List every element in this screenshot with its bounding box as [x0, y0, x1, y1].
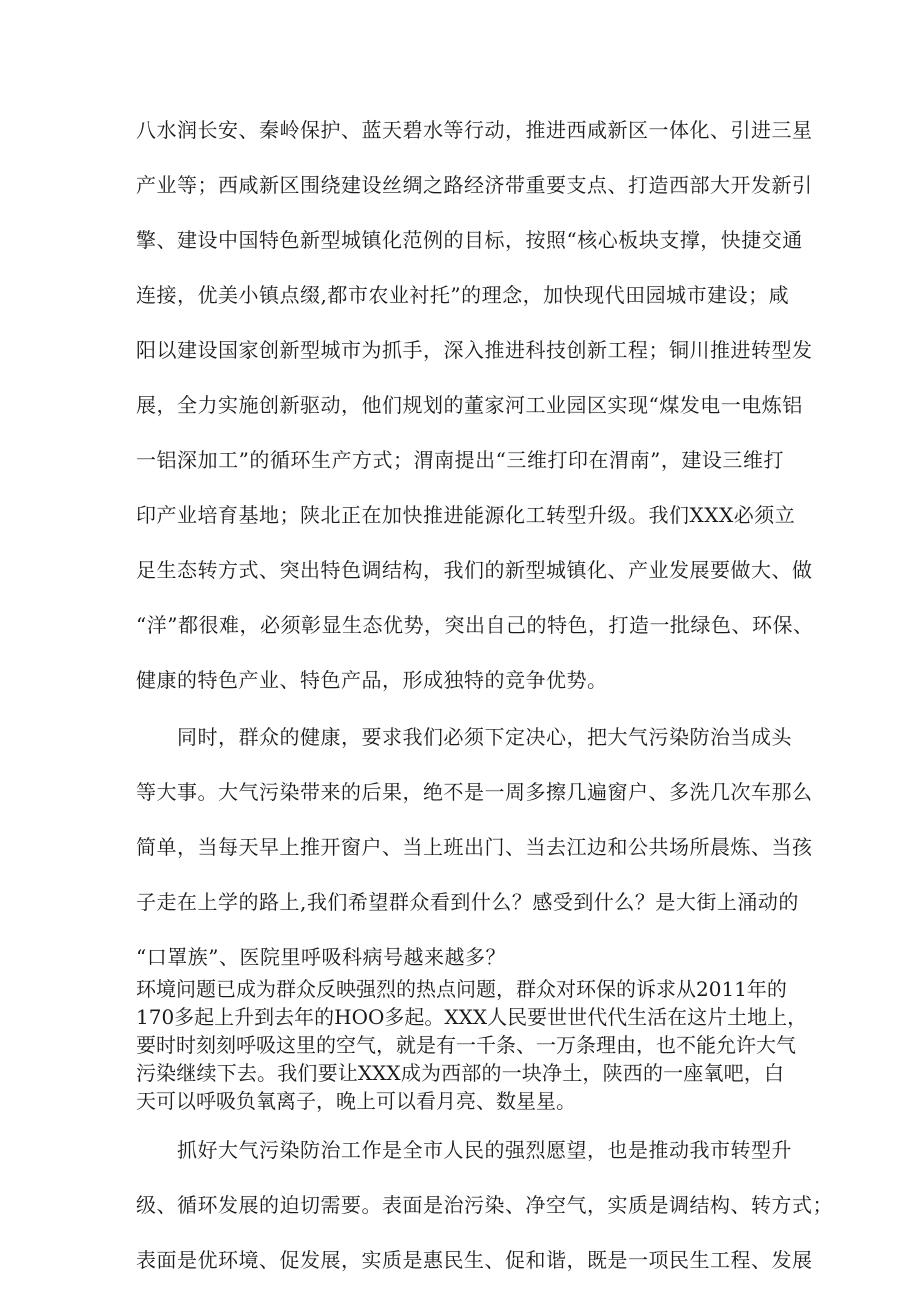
text-line: 同时，群众的健康，要求我们必须下定决心，把大气污染防治当成头 [177, 725, 792, 749]
text-line: 阳以建设国家创新型城市为抓手，深入推进科技创新工程；铜川推进转型发 [136, 338, 813, 362]
text-line: 表面是优环境、促发展，实质是惠民生、促和谐，既是一项民生工程、发展 [136, 1248, 813, 1272]
text-line: 健康的特色产业、特色产品，形成独特的竞争优势。 [136, 668, 608, 692]
text-line: 环境问题已成为群众反映强烈的热点问题，群众对环保的诉求从2011年的 [136, 977, 787, 1001]
text-line: 等大事。大气污染带来的后果，绝不是一周多擦几遍窗户、多洗几次车那么 [136, 780, 813, 804]
text-line: “口罩族”、医院里呼吸科病号越来越多？ [136, 945, 506, 969]
text-line: “洋”都很难，必须彰显生态优势，突出自己的特色，打造一批绿色、环保、 [136, 613, 814, 637]
text-line: 展，全力实施创新驱动，他们规划的董家河工业园区实现“煤发电一电炼铝 [136, 393, 803, 417]
text-line: 要时时刻刻呼吸这里的空气，就是有一千条、一万条理由，也不能允许大气 [136, 1033, 796, 1057]
text-line: 子走在上学的路上,我们希望群众看到什么？感受到什么？是大街上涌动的 [136, 890, 799, 914]
text-line: 足生态转方式、突出特色调结构，我们的新型城镇化、产业发展要做大、做 [136, 558, 813, 582]
text-line: 抓好大气污染防治工作是全市人民的强烈愿望，也是推动我市转型升 [177, 1138, 792, 1162]
text-line: 擎、建设中国特色新型城镇化范例的目标，按照“核心板块支撑，快捷交通 [136, 228, 803, 252]
text-line: 印产业培育基地；陕北正在加快推进能源化工转型升级。我们XXX必须立 [136, 503, 796, 527]
text-line: 连接，优美小镇点缀,都市农业衬托”的理念，加快现代田园城市建设；咸 [136, 283, 790, 307]
text-line: 简单，当每天早上推开窗户、当上班出门、当去江边和公共场所晨炼、当孩 [136, 835, 813, 859]
text-line: 一铝深加工”的循环生产方式；渭南提出“三维打印在渭南”，建设三维打 [136, 448, 784, 472]
text-line: 污染继续下去。我们要让XXX成为西部的一块净土，陕西的一座氧吧，白 [136, 1061, 784, 1085]
text-line: 天可以呼吸负氧离子，晚上可以看月亮、数星星。 [136, 1089, 576, 1113]
text-line: 八水润长安、秦岭保护、蓝天碧水等行动，推进西咸新区一体化、引进三星 [136, 118, 813, 142]
text-line: 170多起上升到去年的HOO多起。XXX人民要世世代代生活在这片土地上， [136, 1005, 808, 1029]
text-line: 级、循环发展的迫切需要。表面是治污染、净空气，实质是调结构、转方式； [136, 1193, 833, 1217]
text-line: 产业等；西咸新区围绕建设丝绸之路经济带重要支点、打造西部大开发新引 [136, 173, 813, 197]
